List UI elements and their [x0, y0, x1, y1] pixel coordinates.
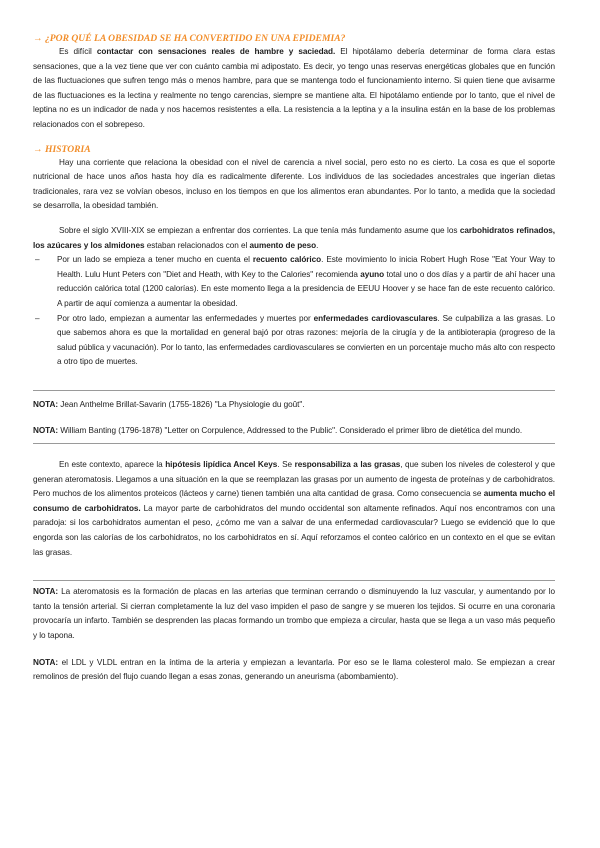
note-ateromatosis: NOTA: La ateromatosis es la formación de placas en las arterias que terminan cerrando o disminuyendo la luz vascular, y aumentando por lo tanto la tensión arterial. Si cierran completamente la luz del vaso impiden el paso de sangre y se mueren los tejidos. Si ocurre en una coronaria provocaría un infarto. También se desprenden las placas formando un trombo que empieza a circular, hasta que se llega a un vaso más pequeño y lo tapona. — [33, 587, 555, 640]
paragraph-historia-2: Sobre el siglo XVIII-XIX se empiezan a enfrentar dos corrientes. La que tenía más fundamento asume que los carbohidratos refinados, los azúcares y los almidones estaban relacionados con el aumento de peso. — [33, 225, 555, 250]
section-title-historia: → HISTORIA — [33, 143, 91, 155]
note-brillat-savarin: NOTA: Jean Anthelme Brillat-Savarin (1755-1826) "La Physiologie du goût". — [33, 399, 305, 409]
paragraph-ancel-keys: En este contexto, aparece la hipótesis lipídica Ancel Keys. Se responsabiliza a las grasas, que suben los niveles de colesterol y que generan ateromatosis. Llegamos a una situación en la que se reemplazan las grasas por un aumento de ingesta de proteínas y de carbohidratos. Pero muchos de los alimentos proteicos (lácteos y carne) tienen también una alta cantidad de grasa. Como consecuencia se aumenta mucho el consumo de carbohidratos. La mayor parte de carbohidratos del mundo occidental son altamente refinados. Aquí nos encontramos con una paradoja: si los carbohidratos aumentan el peso, ¿cómo me van a salvar de una enfermedad cardiovascular? Luego se evidenció que lo que engorda son las calorías de los carbohidratos, no los carbohidratos en sí. Aquí reforzamos el conteo calórico en un contexto en el que se evitan las grasas. — [33, 460, 555, 557]
list-item: – Por un lado se empieza a tener mucho en cuenta el recuento calórico. Este movimiento lo inicia Robert Hugh Rose "Eat Your Way to Health. Lulu Hunt Peters con "Diet and Heath, with Key to the Calories" recomienda ayuno total uno o dos días y a partir de ahí hacer una reducción calórica total (1200 calorías). En este momento llega a la presidencia de EEUU Hoover y se hace fan de este recuento calórico. A partir de aquí comienza a aumentar la obesidad. — [33, 253, 555, 311]
paragraph-epidemia: Es difícil contactar con sensaciones reales de hambre y saciedad. El hipotálamo debería determinar de forma clara estas sensaciones, que a la vez tiene que ver con cuánto cambia mi adipostato. Es decir, yo tengo unas reservas energéticas globales que en función de las fluctuaciones que sufren tengo más o menos hambre, para que se mantenga todo el funcionamiento interno. Si quien tiene que avisarme de las fluctuaciones es la lectina y realmente no tengo carencias, siempre se mantiene alta. El hipotálamo entiende por lo tanto, que el nivel de leptina no es un indicador de nada y nos hacemos resistentes a ella. La resistencia a la leptina y a la insulina están en la base de los problemas relacionados con el sobrepeso. — [33, 47, 555, 129]
note-banting: NOTA: William Banting (1796-1878) "Letter on Corpulence, Addressed to the Public". Considerado el primer libro de dietética del mundo. — [33, 426, 523, 436]
historia-list — [33, 253, 555, 370]
list-item: – Por otro lado, empiezan a aumentar las enfermedades y muertes por enfermedades cardiovasculares. Se culpabiliza a las grasas. Lo que sabemos ahora es que la mortalidad en general bajó por otras razones: mejoría de la cirugía y de la antibioterapia (progreso de la salud pública y vacunación). Por lo tanto, las enfermedades cardiovasculares se convierten en un porcentaje mucho más alto con respecto a otro tipo de muertes. — [33, 312, 555, 370]
paragraph-historia-1: Hay una corriente que relaciona la obesidad con el nivel de carencia a nivel social, pero esto no es cierto. La cosa es que el soporte nutricional de hace unos años hasta hoy día es radicalmente diferente. Los individuos de las sociedades ancestrales que ingerían dietas tradicionales, rara vez se volvían obesos, incluso en los tiempos en que los alimentos eran abundantes. Por lo tanto, a medida que la sociedad se desarrolla, la obesidad también. — [33, 157, 555, 211]
note-ldl-vldl: NOTA: el LDL y VLDL entran en la íntima de la arteria y empiezan a levantarla. Por eso se le llama colesterol malo. Se empiezan a crear remolinos de presión del flujo cuando llegan a esas zonas, generando un aneurisma (abombamiento). — [33, 657, 555, 682]
section-title-epidemia: → ¿POR QUÉ LA OBESIDAD SE HA CONVERTIDO EN UNA EPIDEMIA? — [33, 33, 346, 44]
document-page — [33, 32, 555, 685]
